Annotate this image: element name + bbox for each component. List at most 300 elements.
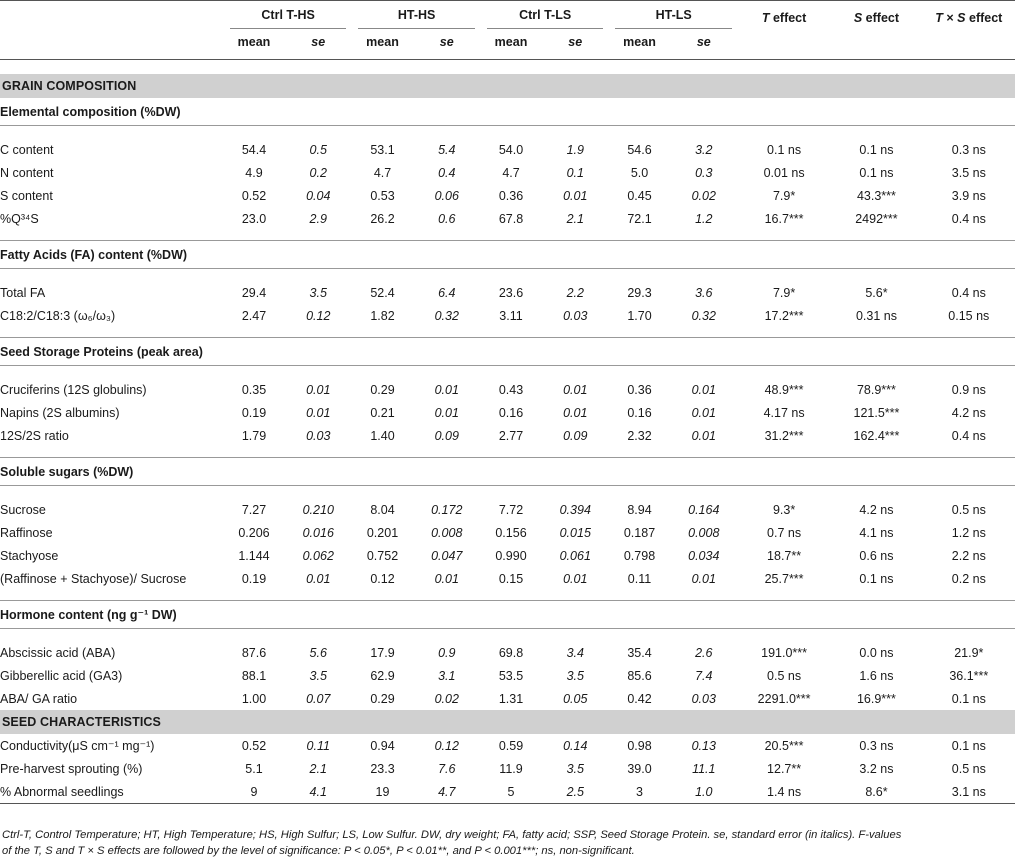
se-value: 0.015 (559, 525, 591, 540)
subsection-gap-cell (0, 629, 1015, 642)
se-value: 0.01 (691, 571, 716, 586)
mean-value: 0.35 (241, 382, 267, 397)
row-label: % Abnormal seedlings (0, 780, 224, 804)
se-value: 0.008 (688, 525, 720, 540)
t-effect-value: 16.7*** (764, 211, 804, 226)
mean-value: 62.9 (370, 668, 395, 683)
mean-value: 53.5 (498, 668, 524, 683)
row-label: C content (0, 142, 54, 157)
se-value: 0.14 (563, 738, 588, 753)
section-band-title: GRAIN COMPOSITION (0, 74, 1015, 98)
ts-effect-value: 0.4 ns (951, 428, 986, 443)
group-header-ht-ls: HT-LS (609, 1, 738, 36)
subsection-header (0, 338, 1015, 366)
subsection-title: Soluble sugars (%DW) (0, 458, 1015, 486)
se-value: 7.4 (695, 668, 713, 683)
t-effect-value: 191.0*** (761, 645, 808, 660)
table-row (0, 401, 1015, 424)
t-effect-value: 7.9* (772, 188, 796, 203)
se-value: 0.01 (563, 382, 588, 397)
s-effect-value: 43.3*** (856, 188, 896, 203)
se-value: 0.09 (563, 428, 588, 443)
table-row (0, 304, 1015, 327)
se-value: 0.01 (306, 571, 331, 586)
subsection-gap-cell (0, 126, 1015, 139)
row-label: Cruciferins (12S globulins) (0, 382, 147, 397)
s-effect-value: 4.1 ns (859, 525, 894, 540)
mean-value: 5.1 (245, 761, 263, 776)
se-value: 0.01 (434, 405, 459, 420)
header-corner-2 (0, 35, 224, 60)
s-effect-value: 162.4*** (853, 428, 900, 443)
row-label: ABA/ GA ratio (0, 691, 78, 706)
mean-value: 2.47 (241, 308, 267, 323)
ts-effect-value: 0.3 ns (951, 142, 986, 157)
subsection-gap-cell (0, 486, 1015, 499)
se-value: 0.2 (309, 165, 327, 180)
ts-effect-value: 3.5 ns (951, 165, 986, 180)
mean-value: 1.79 (241, 428, 267, 443)
table-row (0, 424, 1015, 447)
se-value: 3.5 (566, 761, 584, 776)
mean-value: 0.19 (241, 405, 267, 420)
se-value: 3.2 (695, 142, 713, 157)
ts-effect-value: 0.1 ns (951, 738, 986, 753)
mean-value: 23.0 (241, 211, 267, 226)
ts-effect-value: 0.4 ns (951, 285, 986, 300)
mean-value: 0.98 (627, 738, 652, 753)
se-value: 0.09 (434, 428, 459, 443)
ts-effect-value: 36.1*** (949, 668, 989, 683)
se-value: 3.5 (309, 668, 327, 683)
table-row (0, 687, 1015, 710)
table-row (0, 734, 1015, 757)
s-effect-value: 0.1 ns (859, 165, 894, 180)
mean-value: 0.29 (370, 691, 395, 706)
t-effect-value: 31.2*** (764, 428, 804, 443)
mean-value: 0.29 (370, 382, 395, 397)
se-value: 0.03 (691, 691, 716, 706)
mean-value: 54.4 (241, 142, 267, 157)
se-value: 0.01 (306, 405, 331, 420)
table-row (0, 161, 1015, 184)
mean-value: 19 (352, 780, 412, 804)
mean-value: 52.4 (370, 285, 395, 300)
table-row (0, 757, 1015, 780)
se-value: 0.32 (691, 308, 716, 323)
group-header-ht-hs: HT-HS (352, 1, 481, 36)
subsection-title: Fatty Acids (FA) content (%DW) (0, 241, 1015, 269)
se-value: 0.02 (691, 188, 716, 203)
ts-effect-value: 3.1 ns (923, 780, 1015, 804)
mean-value: 39.0 (627, 761, 652, 776)
se-value: 0.1 (566, 165, 584, 180)
row-label: Sucrose (0, 502, 46, 517)
table-row (0, 184, 1015, 207)
s-effect-value: 78.9*** (856, 382, 896, 397)
mean-value: 11.9 (499, 761, 523, 776)
se-value: 0.12 (306, 308, 331, 323)
mean-value: 9 (224, 780, 284, 804)
se-value: 6.4 (438, 285, 456, 300)
row-label: C18:2/C18:3 (ω₆/ω₃) (0, 308, 116, 323)
se-value: 2.2 (566, 285, 584, 300)
row-label: Stachyose (0, 548, 59, 563)
se-value: 0.06 (434, 188, 459, 203)
mean-value: 1.31 (498, 691, 524, 706)
section-band-title: SEED CHARACTERISTICS (0, 710, 1015, 734)
mean-value: 0.156 (495, 525, 527, 540)
se-value: 1.0 (670, 780, 738, 804)
mean-value: 5 (481, 780, 541, 804)
header-row-groups (0, 1, 1015, 36)
se-value: 0.04 (306, 188, 331, 203)
subsection-end (0, 590, 1015, 601)
mean-value: 0.187 (623, 525, 656, 540)
subsection-gap-cell (0, 366, 1015, 379)
se-value: 0.034 (688, 548, 720, 563)
subsection-header (0, 98, 1015, 126)
mean-value: 23.6 (498, 285, 524, 300)
se-value: 11.1 (692, 761, 716, 776)
s-effect-value: 0.1 ns (859, 142, 894, 157)
mean-value: 4.7 (502, 165, 520, 180)
se-value: 0.3 (695, 165, 713, 180)
mean-value: 0.752 (366, 548, 399, 563)
se-value: 0.394 (559, 502, 591, 517)
ts-effect-value: 0.9 ns (951, 382, 986, 397)
row-label: Napins (2S albumins) (0, 405, 120, 420)
row-label: 12S/2S ratio (0, 428, 69, 443)
subsection-title: Seed Storage Proteins (peak area) (0, 338, 1015, 366)
row-label: N content (0, 165, 54, 180)
se-value: 5.4 (438, 142, 456, 157)
table-row (0, 664, 1015, 687)
subsection-gap (0, 366, 1015, 379)
mean-header: mean (352, 35, 412, 60)
mean-value: 0.201 (366, 525, 399, 540)
mean-value: 4.7 (373, 165, 392, 180)
s-effect-value: 0.0 ns (859, 645, 894, 660)
subsection-end-cell (0, 447, 1015, 458)
s-effect-value: 1.6 ns (859, 668, 894, 683)
t-effect-value: 17.2*** (764, 308, 804, 323)
se-value: 0.12 (434, 738, 459, 753)
mean-value: 29.3 (627, 285, 652, 300)
mean-value: 23.3 (370, 761, 395, 776)
t-effect-value: 48.9*** (764, 382, 804, 397)
se-value: 0.01 (563, 405, 588, 420)
se-value: 0.210 (302, 502, 334, 517)
se-value: 0.01 (691, 428, 716, 443)
se-header: se (413, 35, 481, 60)
ts-effect-value: 1.2 ns (951, 525, 986, 540)
mean-value: 7.27 (241, 502, 267, 517)
s-effect-value: 16.9*** (856, 691, 896, 706)
subsection-gap (0, 269, 1015, 282)
group-header-ctrl-t-ls: Ctrl T-LS (481, 1, 610, 36)
mean-value: 8.94 (627, 502, 652, 517)
subsection-end (0, 327, 1015, 338)
table-row (0, 138, 1015, 161)
se-value: 0.01 (691, 405, 716, 420)
mean-header: mean (481, 35, 541, 60)
footnote-line-1: Ctrl-T, Control Temperature; HT, High Temperature; HS, High Sulfur; LS, Low Sulfur. DW, dry weight; FA, fatty acid; SSP, Seed Storage Protein. se, standard error (in italics). F-values (2, 829, 902, 841)
header-t-effect: T effect (738, 1, 830, 60)
se-value: 0.01 (434, 571, 459, 586)
t-effect-value: 7.9* (772, 285, 796, 300)
row-label: Gibberellic acid (GA3) (0, 668, 123, 683)
subsection-end (0, 447, 1015, 458)
se-value: 2.1 (309, 761, 327, 776)
mean-value: 0.42 (627, 691, 652, 706)
header-corner (0, 1, 224, 36)
se-value: 3.1 (438, 668, 456, 683)
mean-value: 0.21 (370, 405, 395, 420)
s-effect-value: 121.5*** (853, 405, 900, 420)
se-value: 3.4 (566, 645, 584, 660)
se-value: 0.01 (563, 188, 588, 203)
table-row (0, 567, 1015, 590)
se-value: 1.2 (695, 211, 713, 226)
s-effect-value: 3.2 ns (859, 761, 894, 776)
table-row (0, 544, 1015, 567)
table-row (0, 641, 1015, 664)
se-value: 4.7 (413, 780, 481, 804)
mean-value: 3 (609, 780, 669, 804)
t-effect-value: 1.4 ns (738, 780, 830, 804)
s-effect-value: 0.1 ns (859, 571, 894, 586)
se-value: 0.047 (431, 548, 463, 563)
t-effect-value: 9.3* (772, 502, 796, 517)
mean-value: 72.1 (627, 211, 652, 226)
header-spacer-cell (0, 60, 1015, 75)
se-value: 1.9 (566, 142, 584, 157)
subsection-end (0, 230, 1015, 241)
ts-effect-value: 3.9 ns (951, 188, 986, 203)
mean-value: 0.206 (238, 525, 270, 540)
mean-value: 0.990 (495, 548, 527, 563)
s-effect-value: 2492*** (855, 211, 898, 226)
se-value: 4.1 (284, 780, 352, 804)
se-value: 0.03 (563, 308, 588, 323)
header-s-effect: S effect (830, 1, 922, 60)
row-label: Pre-harvest sprouting (%) (0, 761, 143, 776)
row-label: %Q³⁴S (0, 211, 39, 226)
subsection-gap-cell (0, 269, 1015, 282)
mean-value: 0.36 (498, 188, 524, 203)
t-effect-value: 12.7** (767, 761, 802, 776)
mean-value: 0.52 (241, 188, 267, 203)
subsection-title: Hormone content (ng g⁻¹ DW) (0, 601, 1015, 629)
mean-value: 0.16 (627, 405, 652, 420)
s-effect-value: 8.6* (830, 780, 922, 804)
mean-value: 2.32 (627, 428, 652, 443)
ts-effect-value: 0.1 ns (951, 691, 986, 706)
mean-value: 2.77 (498, 428, 524, 443)
mean-value: 1.82 (370, 308, 395, 323)
footnote-line-2: of the T, S and T × S effects are followed by the level of significance: P < 0.05*, P < 0.01**, and P < 0.001***; ns, non-significant. (2, 845, 635, 857)
subsection-title: Elemental composition (%DW) (0, 98, 1015, 126)
se-value: 0.05 (563, 691, 588, 706)
group-header-ctrl-t-hs: Ctrl T-HS (224, 1, 353, 36)
mean-value: 0.15 (498, 571, 524, 586)
se-value: 3.5 (309, 285, 327, 300)
se-value: 7.6 (438, 761, 456, 776)
se-value: 0.4 (438, 165, 456, 180)
mean-value: 3.11 (499, 308, 523, 323)
mean-value: 35.4 (627, 645, 652, 660)
se-value: 0.016 (302, 525, 334, 540)
mean-value: 54.6 (627, 142, 652, 157)
se-value: 0.164 (688, 502, 720, 517)
mean-value: 0.43 (498, 382, 524, 397)
subsection-header (0, 241, 1015, 269)
mean-value: 0.94 (370, 738, 395, 753)
mean-value: 1.144 (238, 548, 270, 563)
s-effect-value: 4.2 ns (859, 502, 894, 517)
mean-value: 85.6 (627, 668, 652, 683)
subsection-gap (0, 629, 1015, 642)
t-effect-value: 20.5*** (764, 738, 804, 753)
subsection-header (0, 458, 1015, 486)
s-effect-value: 0.3 ns (859, 738, 894, 753)
table-footnote (2, 827, 1013, 859)
se-value: 0.061 (559, 548, 591, 563)
se-value: 0.9 (438, 645, 456, 660)
ts-effect-value: 2.2 ns (951, 548, 986, 563)
subsection-end-cell (0, 590, 1015, 601)
mean-value: 0.16 (498, 405, 524, 420)
t-effect-value: 18.7** (767, 548, 802, 563)
s-effect-value: 0.6 ns (859, 548, 894, 563)
t-effect-value: 2291.0*** (757, 691, 811, 706)
mean-value: 0.12 (370, 571, 395, 586)
mean-value: 69.8 (498, 645, 524, 660)
row-label: Abscissic acid (ABA) (0, 645, 116, 660)
subsection-header (0, 601, 1015, 629)
se-value: 0.03 (306, 428, 331, 443)
mean-value: 0.45 (627, 188, 652, 203)
s-effect-value: 0.31 ns (855, 308, 897, 323)
mean-value: 0.53 (370, 188, 395, 203)
mean-value: 8.04 (370, 502, 395, 517)
mean-value: 1.70 (627, 308, 652, 323)
se-value: 2.5 (541, 780, 609, 804)
subsection-end-cell (0, 230, 1015, 241)
row-label: Total FA (0, 285, 46, 300)
row-label: Raffinose (0, 525, 53, 540)
mean-value: 1.40 (370, 428, 395, 443)
mean-value: 5.0 (630, 165, 649, 180)
header-spacer (0, 60, 1015, 75)
table-row (0, 498, 1015, 521)
se-value: 0.008 (431, 525, 463, 540)
subsection-gap (0, 126, 1015, 139)
se-value: 0.172 (431, 502, 463, 517)
row-label: S content (0, 188, 53, 203)
se-value: 0.13 (691, 738, 716, 753)
section-band-seed (0, 710, 1015, 734)
s-effect-value: 5.6* (865, 285, 888, 300)
table-row (0, 378, 1015, 401)
se-value: 3.6 (695, 285, 713, 300)
ts-effect-value: 0.4 ns (951, 211, 986, 226)
ts-effect-value: 0.5 ns (951, 502, 986, 517)
se-value: 0.01 (434, 382, 459, 397)
row-label: Conductivity(μS cm⁻¹ mg⁻¹) (0, 739, 155, 753)
mean-value: 0.36 (627, 382, 652, 397)
se-value: 0.11 (306, 738, 330, 753)
mean-header: mean (609, 35, 669, 60)
table-row (0, 207, 1015, 230)
mean-header: mean (224, 35, 284, 60)
t-effect-value: 4.17 ns (763, 405, 805, 420)
se-value: 0.32 (434, 308, 459, 323)
se-value: 3.5 (566, 668, 584, 683)
t-effect-value: 0.1 ns (767, 142, 802, 157)
mean-value: 17.9 (370, 645, 395, 660)
ts-effect-value: 21.9* (954, 645, 984, 660)
mean-value: 0.11 (627, 571, 652, 586)
ts-effect-value: 4.2 ns (951, 405, 986, 420)
se-value: 2.1 (566, 211, 584, 226)
mean-value: 67.8 (498, 211, 524, 226)
section-band-grain (0, 74, 1015, 98)
mean-value: 1.00 (241, 691, 267, 706)
mean-value: 0.19 (241, 571, 267, 586)
se-value: 0.5 (309, 142, 327, 157)
se-value: 2.9 (309, 211, 327, 226)
mean-value: 26.2 (370, 211, 395, 226)
se-value: 0.01 (306, 382, 331, 397)
se-header: se (670, 35, 738, 60)
mean-value: 4.9 (245, 165, 263, 180)
row-label: (Raffinose + Stachyose)/ Sucrose (0, 571, 187, 586)
mean-value: 87.6 (241, 645, 267, 660)
mean-value: 7.72 (498, 502, 524, 517)
se-value: 0.02 (434, 691, 459, 706)
ts-effect-value: 0.15 ns (948, 308, 990, 323)
table-row (0, 780, 1015, 804)
t-effect-value: 0.5 ns (767, 668, 802, 683)
header-ts-effect: T × S effect (923, 1, 1015, 60)
subsection-end-cell (0, 327, 1015, 338)
se-value: 5.6 (309, 645, 327, 660)
mean-value: 0.798 (623, 548, 656, 563)
mean-value: 0.52 (241, 738, 267, 753)
se-header: se (284, 35, 352, 60)
mean-value: 53.1 (370, 142, 395, 157)
mean-value: 29.4 (241, 285, 267, 300)
ts-effect-value: 0.2 ns (951, 571, 986, 586)
se-value: 2.6 (695, 645, 713, 660)
mean-value: 54.0 (498, 142, 524, 157)
subsection-gap (0, 486, 1015, 499)
se-value: 0.01 (691, 382, 716, 397)
t-effect-value: 25.7*** (764, 571, 804, 586)
table-row (0, 521, 1015, 544)
t-effect-value: 0.7 ns (767, 525, 802, 540)
mean-value: 0.59 (498, 738, 524, 753)
se-value: 0.6 (438, 211, 456, 226)
se-value: 0.07 (306, 691, 331, 706)
se-value: 0.062 (302, 548, 334, 563)
se-header: se (541, 35, 609, 60)
t-effect-value: 0.01 ns (763, 165, 805, 180)
table-row (0, 281, 1015, 304)
mean-value: 88.1 (241, 668, 267, 683)
